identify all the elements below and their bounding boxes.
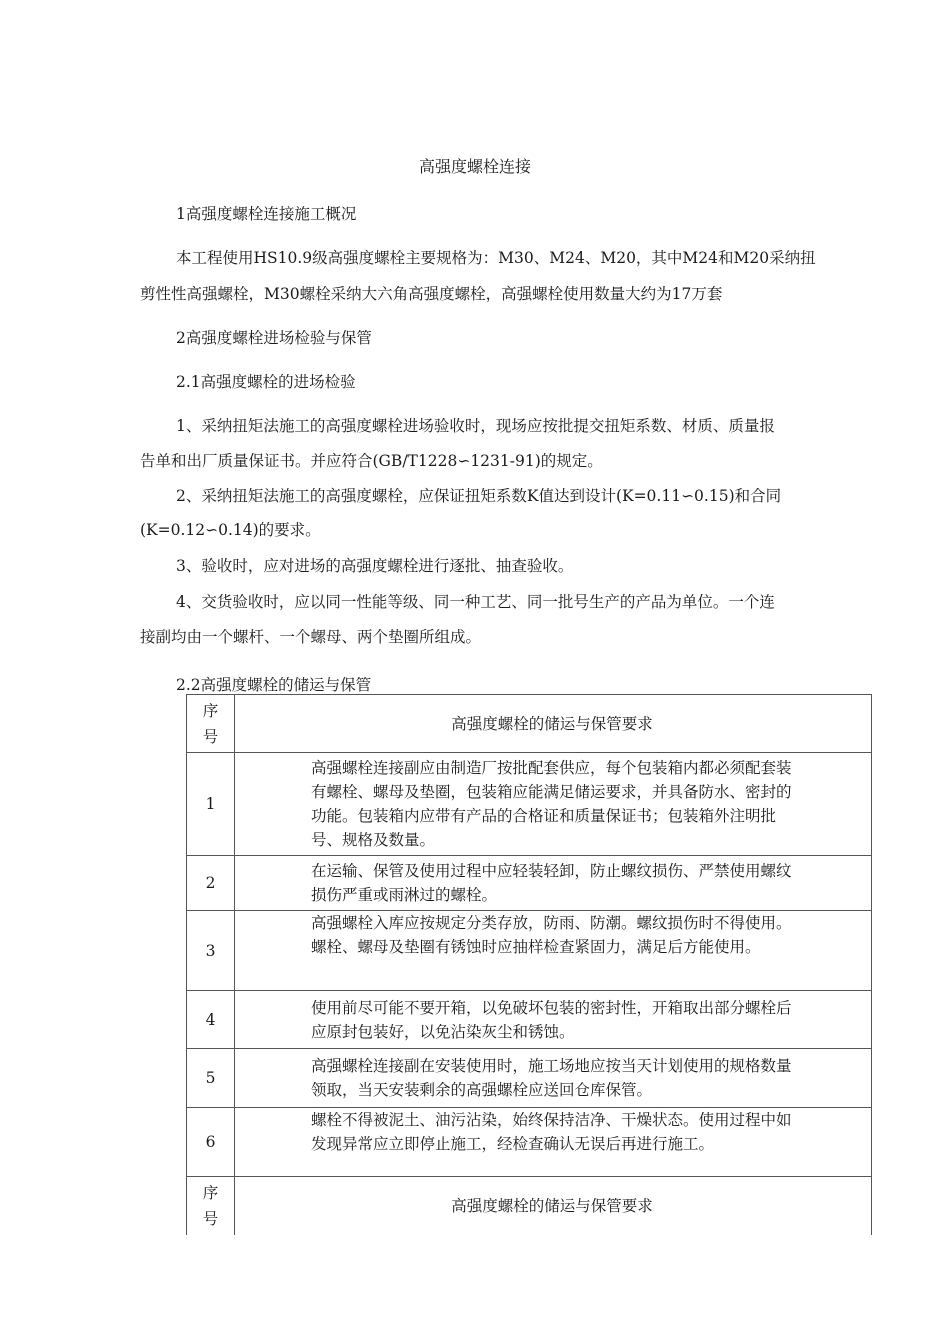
footer-seq-char: 号 [202, 1209, 219, 1228]
paragraph-line: (K=0.12∽0.14)的要求。 [140, 521, 321, 539]
table-header-row [187, 695, 872, 753]
paragraph-line: 剪性性高强螺栓，M30螺栓采纳大六角高强度螺栓，高强螺栓使用数量大约为17万套 [140, 285, 723, 303]
paragraph-line: 2、采纳扭矩法施工的高强度螺栓，应保证扭矩系数K值达到设计(K=0.11∽0.15)和合同 [176, 487, 782, 505]
table-row [187, 991, 872, 1049]
section-heading-2: 2高强度螺栓进场检验与保管 [176, 329, 372, 347]
row-text-line: 螺栓不得被泥土、油污沾染，始终保持洁净、干燥状态。使用过程中如 [311, 1111, 792, 1129]
footer-seq-cell [187, 1177, 235, 1235]
table-row [187, 856, 872, 911]
row-number: 2 [187, 856, 235, 911]
row-number: 3 [187, 911, 235, 991]
row-text [235, 1108, 872, 1177]
row-text [235, 991, 872, 1049]
row-text [235, 1049, 872, 1108]
row-text-line: 功能。包装箱内应带有产品的合格证和质量保证书；包装箱外注明批 [311, 807, 777, 825]
table-row [187, 753, 872, 856]
table-row [187, 911, 872, 991]
paragraph-line: 3、验收时，应对进场的高强度螺栓进行逐批、抽查验收。 [176, 557, 574, 575]
subsection-heading-2-1: 2.1高强度螺栓的进场检验 [176, 373, 356, 391]
storage-requirements-table [186, 694, 872, 1235]
header-req-cell: 高强度螺栓的储运与保管要求 [235, 695, 872, 753]
section-heading-1: 1高强度螺栓连接施工概况 [176, 205, 357, 223]
paragraph-line: 本工程使用HS10.9级高强度螺栓主要规格为：M30、M24、M20，其中M24和M20采纳扭 [176, 249, 816, 267]
row-text-line: 发现异常应立即停止施工，经检查确认无误后再进行施工。 [311, 1135, 715, 1153]
footer-seq-char: 序 [202, 1183, 219, 1202]
subsection-heading-2-2: 2.2高强度螺栓的储运与保管 [176, 676, 372, 694]
header-seq-char: 号 [202, 727, 219, 746]
row-text-line: 损伤严重或雨淋过的螺栓。 [311, 886, 498, 904]
footer-req-cell: 高强度螺栓的储运与保管要求 [235, 1177, 872, 1235]
row-text-line: 在运输、保管及使用过程中应轻装轻卸，防止螺纹损伤、严禁使用螺纹 [311, 862, 792, 880]
table-footer-header-row [187, 1177, 872, 1235]
document-title: 高强度螺栓连接 [418, 157, 531, 176]
paragraph-line: 接副均由一个螺杆、一个螺母、两个垫圈所组成。 [140, 628, 482, 646]
row-number: 1 [187, 753, 235, 856]
row-text-line: 螺栓、螺母及垫圈有锈蚀时应抽样检查紧固力，满足后方能使用。 [311, 938, 761, 956]
row-text-line: 应原封包装好，以免沾染灰尘和锈蚀。 [311, 1022, 575, 1041]
paragraph-line: 1、采纳扭矩法施工的高强度螺栓进场验收时，现场应按批提交扭矩系数、材质、质量报 [176, 417, 775, 435]
row-text [235, 911, 872, 991]
header-seq-char: 序 [202, 701, 219, 720]
table-row [187, 1108, 872, 1177]
paragraph-line: 告单和出厂质量保证书。并应符合(GB/T1228∽1231-91)的规定。 [140, 452, 603, 470]
row-text-line: 使用前尽可能不要开箱，以免破坏包装的密封性，开箱取出部分螺栓后 [311, 998, 792, 1017]
row-number: 5 [187, 1049, 235, 1108]
row-text-line: 有螺栓、螺母及垫圈，包装箱应能满足储运要求，并具备防水、密封的 [311, 783, 792, 801]
row-number: 6 [187, 1108, 235, 1177]
row-text-line: 高强螺栓连接副应由制造厂按批配套供应，每个包装箱内都必须配套装 [311, 759, 792, 777]
row-text-line: 领取，当天安装剩余的高强螺栓应送回仓库保管。 [311, 1081, 653, 1099]
row-text-line: 高强螺栓连接副在安装使用时，施工场地应按当天计划使用的规格数量 [311, 1057, 792, 1075]
paragraph-line: 4、交货验收时，应以同一性能等级、同一种工艺、同一批号生产的产品为单位。一个连 [176, 593, 775, 611]
table-row [187, 1049, 872, 1108]
row-text [235, 856, 872, 911]
row-text [235, 753, 872, 856]
row-number: 4 [187, 991, 235, 1049]
row-text-line: 高强螺栓入库应按规定分类存放，防雨、防潮。螺纹损伤时不得使用。 [311, 914, 792, 932]
header-seq-cell [187, 695, 235, 753]
row-text-line: 号、规格及数量。 [311, 831, 436, 849]
